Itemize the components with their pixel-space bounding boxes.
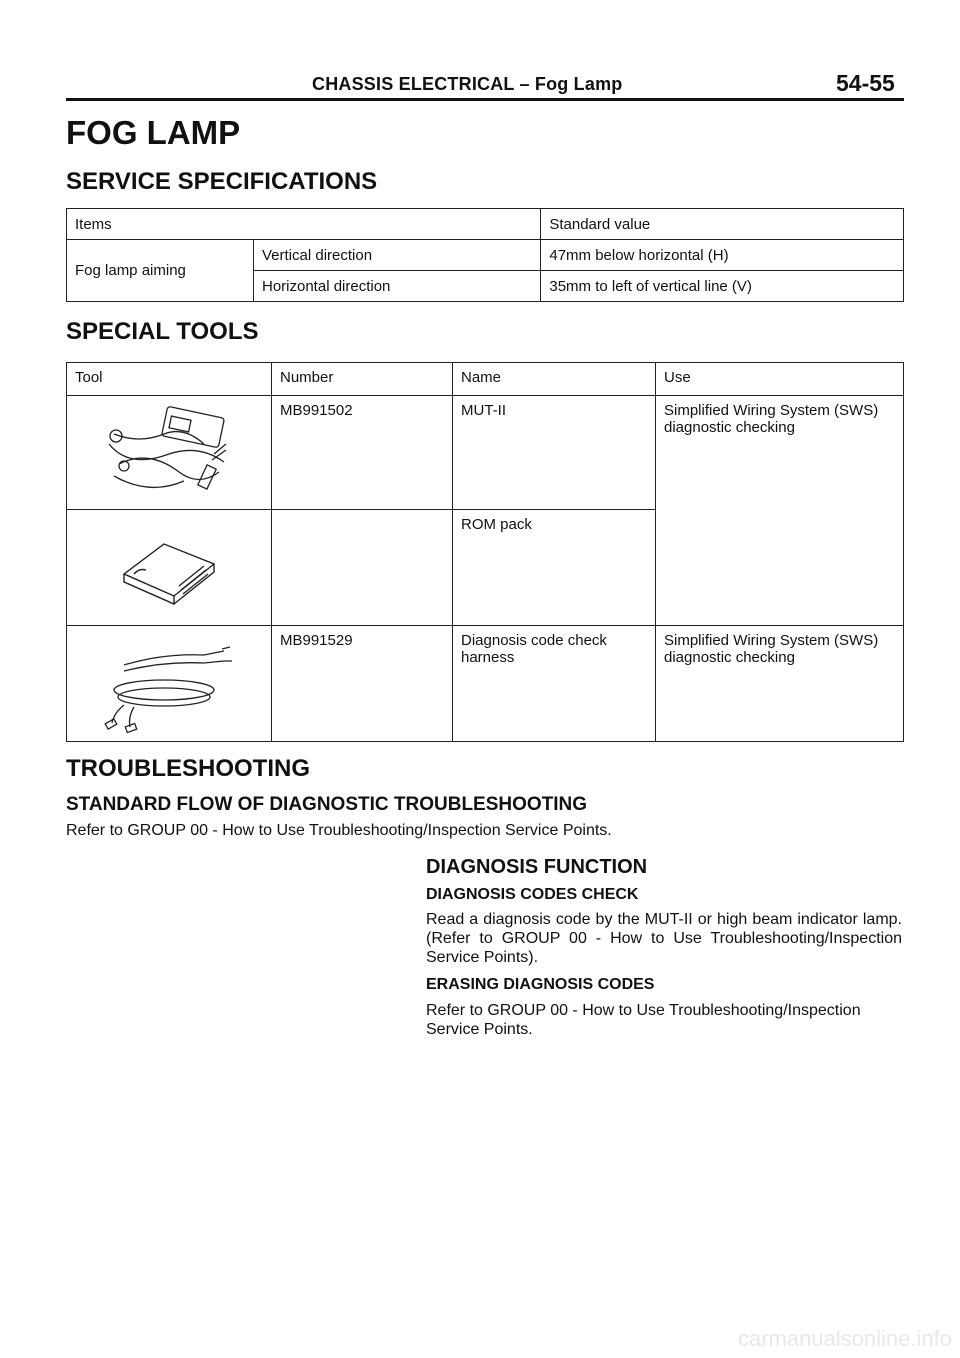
col-number-header: Number (272, 363, 453, 396)
spec-value-horizontal: 35mm to left of vertical line (V) (541, 271, 904, 302)
tool-use-harness: Simplified Wiring System (SWS) diagnostic checking (656, 626, 904, 742)
tool-number-harness: MB991529 (272, 626, 453, 742)
spec-sub-horizontal: Horizontal direction (254, 271, 541, 302)
tool-name-harness: Diagnosis code check harness (453, 626, 656, 742)
tool-name-rom: ROM pack (453, 510, 656, 626)
tool-number-mut: MB991502 (272, 396, 453, 510)
standard-flow-reference: Refer to GROUP 00 - How to Use Troubleshooting/Inspection Service Points. (66, 822, 612, 839)
diagnosis-codes-check-heading: DIAGNOSIS CODES CHECK (426, 886, 639, 903)
col-name-header: Name (453, 363, 656, 396)
col-items-header: Items (67, 209, 541, 240)
tool-number-rom (272, 510, 453, 626)
spec-value-vertical: 47mm below horizontal (H) (541, 240, 904, 271)
tool-illustration-mut (67, 396, 272, 510)
watermark: carmanualsonline.info (737, 1326, 952, 1351)
tool-illustration-harness (67, 626, 272, 742)
service-specs-table (66, 208, 904, 302)
spec-sub-vertical: Vertical direction (254, 240, 541, 271)
col-standard-header: Standard value (541, 209, 904, 240)
erasing-codes-text: Refer to GROUP 00 - How to Use Troubleshooting/Inspection Service Points. (426, 1002, 861, 1038)
running-header-title: CHASSIS ELECTRICAL – Fog Lamp (312, 74, 623, 94)
col-tool-header: Tool (67, 363, 272, 396)
page-title: FOG LAMP (66, 114, 241, 151)
diagnosis-function-heading: DIAGNOSIS FUNCTION (426, 856, 648, 878)
tool-illustration-rom (67, 510, 272, 626)
header-rule (66, 98, 904, 101)
standard-flow-heading: STANDARD FLOW OF DIAGNOSTIC TROUBLESHOOTING (66, 794, 588, 815)
spec-item: Fog lamp aiming (67, 240, 254, 302)
diagnosis-codes-check-text: Read a diagnosis code by the MUT-II or high beam indicator lamp. (Refer to GROUP 00 - How to Use Troubleshooting/Inspection Service Points). (426, 911, 902, 966)
page-number: 54-55 (836, 70, 895, 96)
special-tools-table (66, 362, 904, 742)
harness-icon (94, 635, 244, 735)
col-use-header: Use (656, 363, 904, 396)
tool-name-mut: MUT-II (453, 396, 656, 510)
erasing-codes-heading: ERASING DIAGNOSIS CODES (426, 976, 655, 993)
rom-pack-icon (109, 524, 229, 614)
service-specs-heading: SERVICE SPECIFICATIONS (66, 168, 378, 195)
special-tools-heading: SPECIAL TOOLS (66, 318, 259, 345)
troubleshooting-heading: TROUBLESHOOTING (66, 755, 310, 782)
tool-use-mut: Simplified Wiring System (SWS) diagnostic checking (656, 396, 904, 626)
mut-ii-kit-icon (94, 404, 244, 504)
